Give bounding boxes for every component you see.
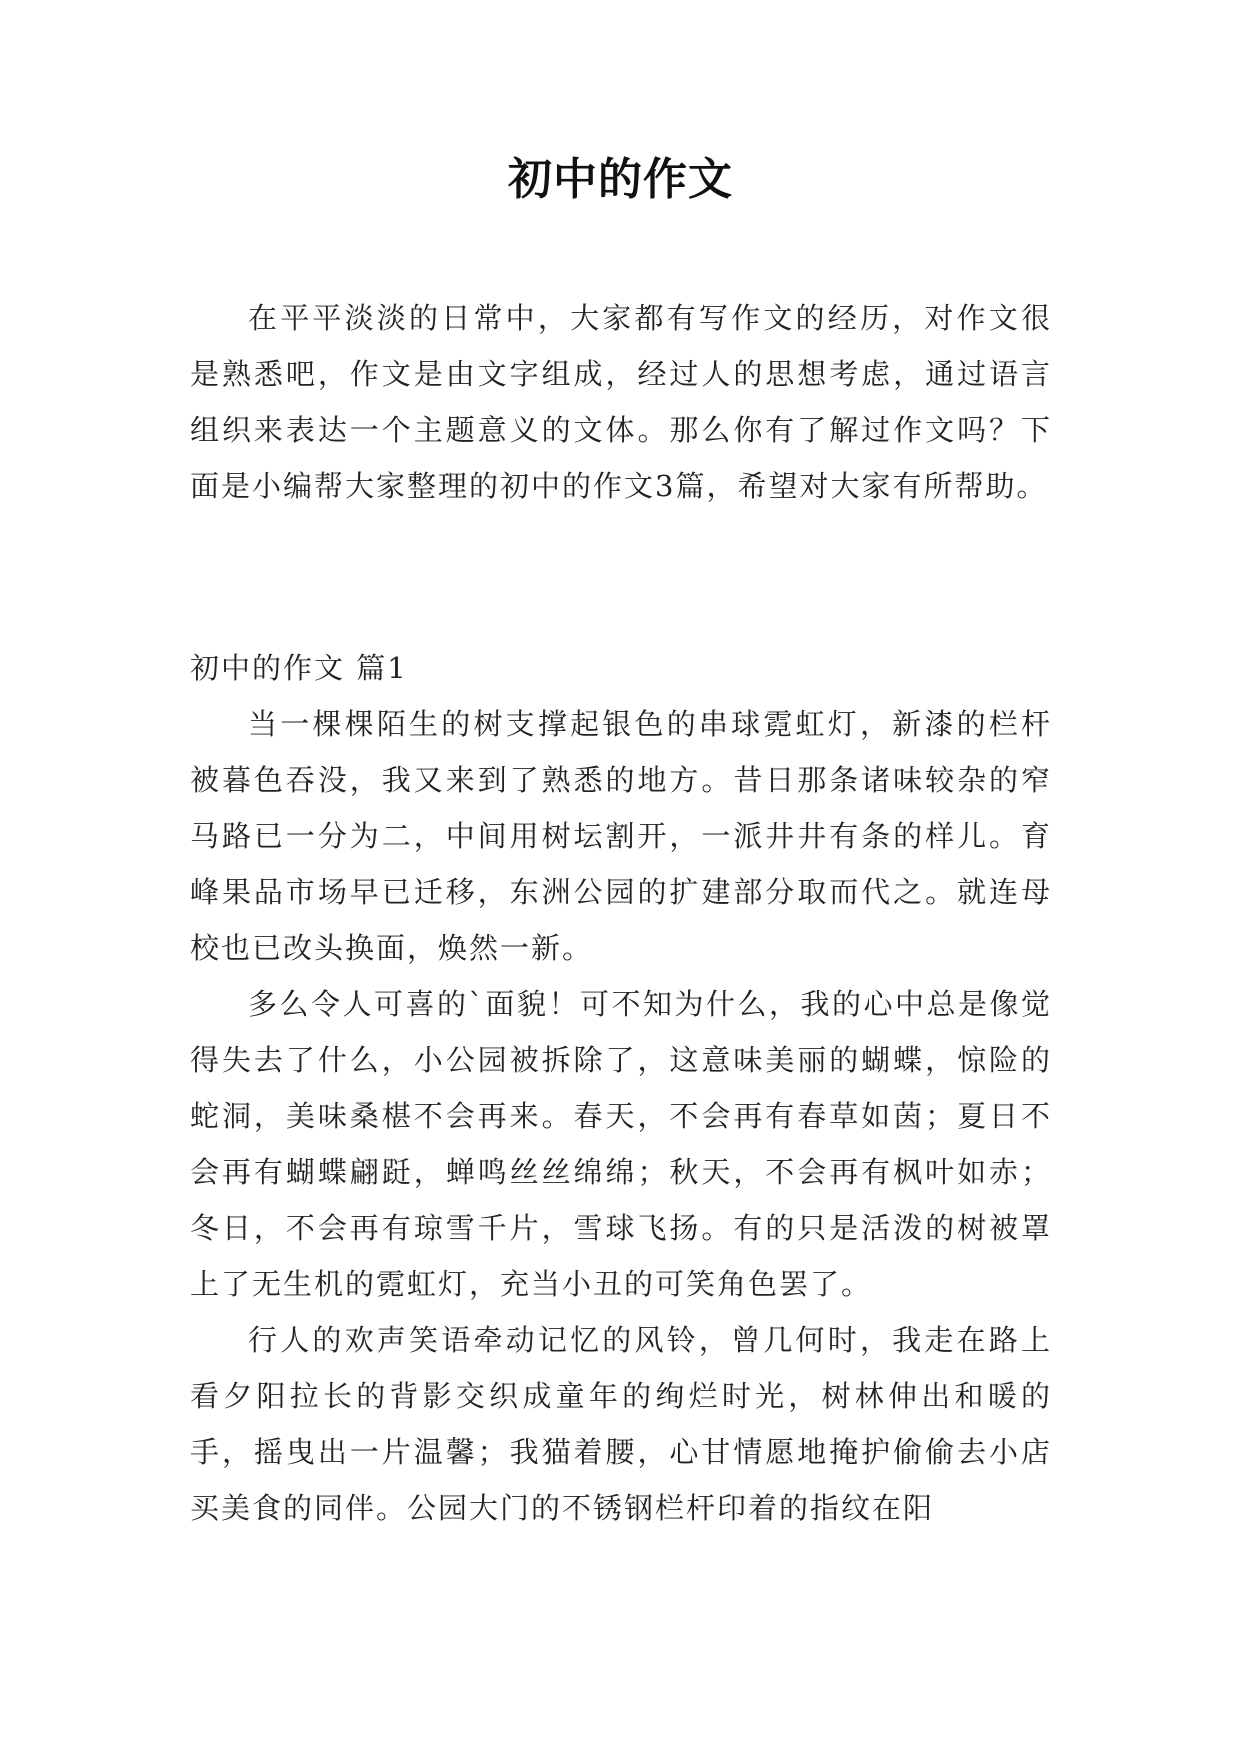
essay-paragraph-1: 当一棵棵陌生的树支撑起银色的串球霓虹灯，新漆的栏杆被暮色吞没，我又来到了熟悉的地方。昔日那条诸味较杂的窄马路已一分为二，中间用树坛割开，一派井井有条的样儿。育峰果品市场早已迁移，东洲公园的扩建部分取而代之。就连母校也已改头换面，焕然一新。 <box>190 707 1052 965</box>
essay-paragraph-3: 行人的欢声笑语牵动记忆的风铃，曾几何时，我走在路上看夕阳拉长的背影交织成童年的绚烂时光，树林伸出和暖的手，摇曳出一片温馨；我猫着腰，心甘情愿地掩护偷偷去小店买美食的同伴。公园大门的不锈钢栏杆印着的指纹在阳 <box>190 1323 1052 1525</box>
essay-paragraph-2: 多么令人可喜的`面貌！可不知为什么，我的心中总是像觉得失去了什么，小公园被拆除了，这意味美丽的蝴蝶，惊险的蛇洞，美味桑椹不会再来。春天，不会再有春草如茵；夏日不会再有蝴蝶翩跹，蝉鸣丝丝绵绵；秋天，不会再有枫叶如赤；冬日，不会再有琼雪千片，雪球飞扬。有的只是活泼的树被罩上了无生机的霓虹灯，充当小丑的可笑角色罢了。 <box>190 987 1052 1301</box>
section-heading: 初中的作文 篇1 <box>190 651 408 685</box>
intro-section <box>190 290 1052 514</box>
intro-paragraph: 在平平淡淡的日常中，大家都有写作文的经历，对作文很是熟悉吧，作文是由文字组成，经过人的思想考虑，通过语言组织来表达一个主题意义的文体。那么你有了解过作文吗？下面是小编帮大家整理的初中的作文3篇，希望对大家有所帮助。 <box>190 301 1052 503</box>
document-title: 初中的作文 <box>508 154 733 205</box>
essay-section <box>190 640 1052 1536</box>
